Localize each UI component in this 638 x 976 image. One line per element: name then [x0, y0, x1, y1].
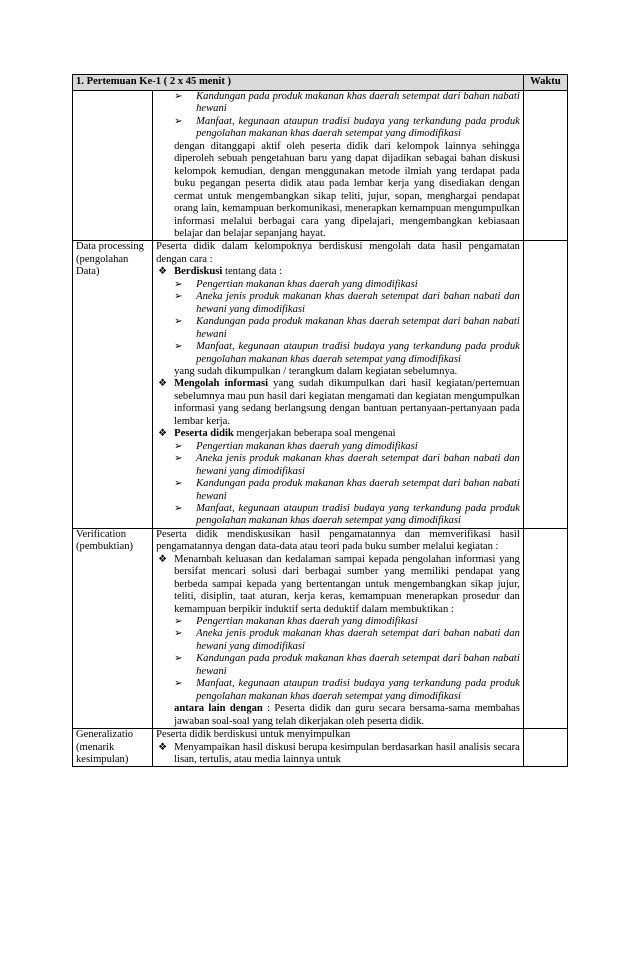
- list-item: ➢ Pengertian makanan khas daerah yang dimodifikasi: [156, 616, 520, 628]
- list-item: ➢ Manfaat, kegunaan ataupun tradisi budaya yang terkandung pada produk pengolahan makanan khas daerah setempat yang dimodifikasi: [156, 678, 520, 703]
- activity-content: [153, 241, 524, 528]
- paragraph: Peserta didik berdiskusi untuk menyimpulkan: [156, 729, 351, 741]
- paragraph: dengan ditanggapi aktif oleh peserta didik dari kelompok lainnya sehingga diperoleh sebuah pengetahuan baru yang dapat dijadikan sebagai bahan diskusi kelompok kemudian, dengan menggunakan metode ilmiah yang terdapat pada buku pegangan peserta didik atau pada lembar kerja yang disediakan dengan cermat untuk mengembangkan sikap teliti, jujur, sopan, menghargai pendapat orang lain, kemampuan berkomunikasi, menerapkan kemampuan mengumpulkan informasi melalui berbagai cara yang dipelajari, mengembangkan kebiasaan belajar dan belajar sepanjang hayat.: [174, 140, 520, 239]
- list-item: ➢ Pengertian makanan khas daerah yang dimodifikasi: [156, 441, 520, 453]
- activity-content: [153, 729, 524, 767]
- table-header-row: [73, 75, 568, 91]
- bold-text: Mengolah informasi: [174, 378, 269, 390]
- table-row: [73, 528, 568, 728]
- list-item: ➢ Manfaat, kegunaan ataupun tradisi budaya yang terkandung pada produk pengolahan makanan khas daerah setempat yang dimodifikasi: [156, 116, 520, 141]
- bold-text: antara lain dengan: [174, 703, 263, 715]
- list-item: ➢ Aneka jenis produk makanan khas daerah setempat dari bahan nabati dan hewani yang dimodifikasi: [156, 291, 520, 316]
- list-item: ➢ Kandungan pada produk makanan khas daerah setempat dari bahan nabati hewani: [156, 91, 520, 116]
- text: tentang data :: [222, 266, 283, 278]
- list-item: ➢ Kandungan pada produk makanan khas daerah setempat dari bahan nabati hewani: [156, 653, 520, 678]
- activity-content: [153, 528, 524, 728]
- paragraph: yang sudah dikumpulkan / terangkum dalam kegiatan sebelumnya.: [174, 365, 458, 377]
- paragraph: [156, 703, 520, 728]
- time-cell: [523, 528, 567, 728]
- list-item: ➢ Pengertian makanan khas daerah yang dimodifikasi: [156, 279, 520, 291]
- list-item: ➢ Manfaat, kegunaan ataupun tradisi budaya yang terkandung pada produk pengolahan makanan khas daerah setempat yang dimodifikasi: [156, 341, 520, 366]
- time-cell: [523, 729, 567, 767]
- list-item: ❖ Menambah keluasan dan kedalaman sampai kepada pengolahan informasi yang bersifat mencari solusi dari berbagai sumber yang memiliki pendapat yang berbeda sampai kepada yang bertentangan untuk mengembangkan sikap jujur, teliti, disiplin, taat aturan, kerja keras, kemampuan menerapkan prosedur dan kemampuan berpikir induktif serta deduktif dalam membuktikan :: [156, 554, 520, 616]
- lesson-plan-table: [72, 74, 568, 767]
- time-cell: [523, 91, 567, 241]
- bold-text: Berdiskusi: [174, 266, 223, 278]
- activity-label: Verification (pembuktian): [73, 528, 153, 728]
- text: : Peserta didik dan guru secara bersama-sama membahas jawaban soal-soal yang telah dikerjakan oleh peserta didik.: [174, 703, 520, 727]
- list-item: ➢ Kandungan pada produk makanan khas daerah setempat dari bahan nabati hewani: [156, 478, 520, 503]
- bold-text: Peserta didik: [174, 428, 234, 440]
- list-item: ➢ Aneka jenis produk makanan khas daerah setempat dari bahan nabati dan hewani yang dimodifikasi: [156, 628, 520, 653]
- list-item: [156, 428, 520, 440]
- list-item: ➢ Manfaat, kegunaan ataupun tradisi budaya yang terkandung pada produk pengolahan makanan khas daerah setempat yang dimodifikasi: [156, 503, 520, 528]
- list-item: ➢ Aneka jenis produk makanan khas daerah setempat dari bahan nabati dan hewani yang dimodifikasi: [156, 453, 520, 478]
- table-row: [73, 91, 568, 241]
- list-item: [156, 266, 520, 278]
- list-item: [156, 378, 520, 428]
- activity-content: [153, 91, 524, 241]
- text: yang sudah dikumpulkan dari hasil kegiatan/pertemuan sebelumnya mau pun hasil dari kegiatan mengamati dan kegiatan mengumpulkan informasi yang sedang berlangsung dengan bantuan pertanyaan-pertanyaan pada lembar kerja.: [174, 378, 520, 427]
- activity-label: [73, 91, 153, 241]
- activity-label: Generalizatio (menarik kesimpulan): [73, 729, 153, 767]
- paragraph: Peserta didik mendiskusikan hasil pengamatannya dan memverifikasi hasil pengamatannya dengan data-data atau teori pada buku sumber melalui kegiatan :: [156, 528, 520, 553]
- table-row: [73, 241, 568, 528]
- list-item: ➢ Kandungan pada produk makanan khas daerah setempat dari bahan nabati hewani: [156, 316, 520, 341]
- meeting-title: 1. Pertemuan Ke-1 ( 2 x 45 menit ): [73, 75, 524, 91]
- document-page: [72, 74, 568, 767]
- text: mengerjakan beberapa soal mengenai: [233, 428, 396, 440]
- list-item: ❖ Menyampaikan hasil diskusi berupa kesimpulan berdasarkan hasil analisis secara lisan, tertulis, atau media lainnya untuk: [156, 742, 520, 767]
- time-column-header: Waktu: [523, 75, 567, 91]
- activity-label: Data processing (pengolahan Data): [73, 241, 153, 528]
- time-cell: [523, 241, 567, 528]
- paragraph: Peserta didik dalam kelompoknya berdiskusi mengolah data hasil pengamatan dengan cara :: [156, 241, 520, 265]
- table-row: [73, 729, 568, 767]
